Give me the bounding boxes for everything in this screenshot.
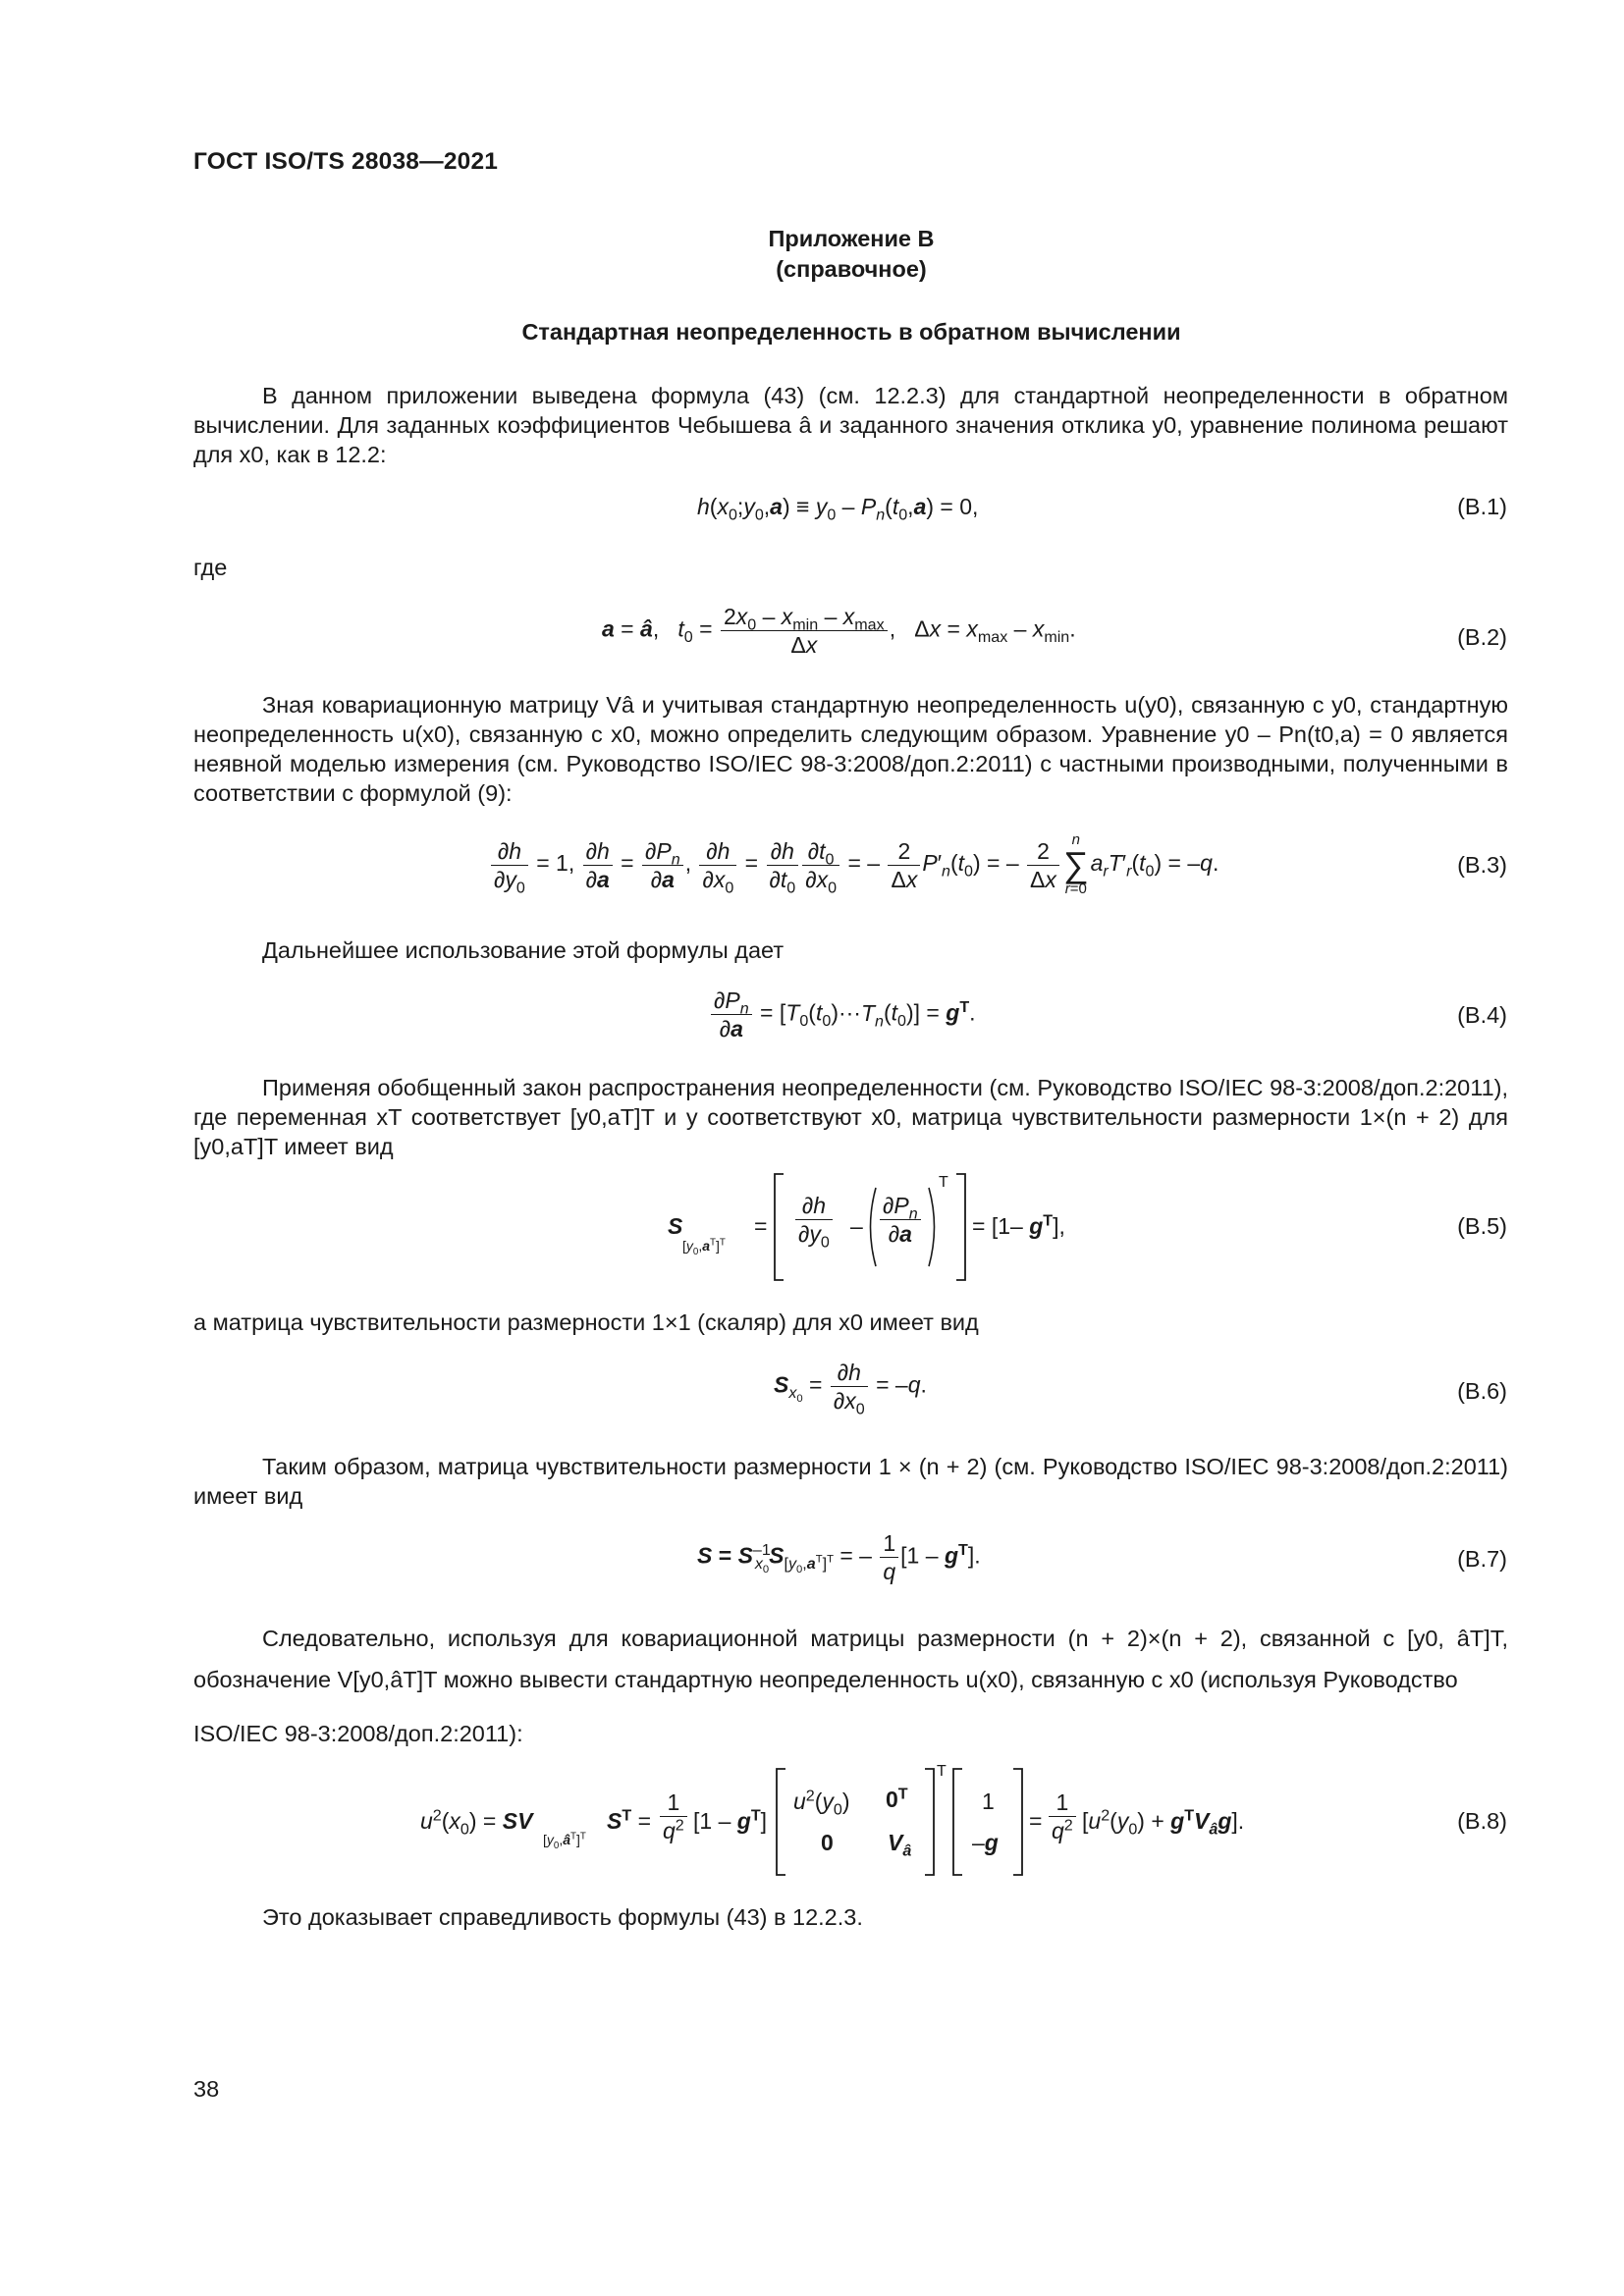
equation-b8: $u^2(x_0)$ = SV $[y_0,â^T]^T$ $S^T$ = $\frac{1}{q^2}$ $[1 - g^T]$ $u^2(y_0)$ $0^T$ 0 $V_â$ T 1 –g = $\frac{1}{q^2}$ $[u^2(y_0) + g^TV_âg]$.	[420, 1767, 1304, 1877]
equation-b3: $\frac{\partial h}{\partial y_0}$ = 1, $\frac{\partial h}{\partial a}$ = $\frac{\partial P_n}{\partial a}$ , $\frac{\partial h}{\partial x_0}$ = $\frac{\partial h}{\partial t_0}$ $\frac{\partial t_0}{\partial x_0}$ = – $\frac{2}{\Delta x}$ $P'_n(t_0)$ = – $\frac{2}{\Delta x}$ n ∑ $r=0a_rT'_r(t_0) = -q$.	[489, 832, 1218, 897]
paragraph-propagation: Применяя обобщенный закон распространения неопределенности (см. Руководство ISO/IEC 98-3:2008/доп.2:2011), где переменная xT соответствует [y0,aT]T и y соответствуют x0, матрица чувствительности размерности 1×(n + 2) для [y0,aT]T имеет вид	[193, 1075, 1508, 1159]
document-page: ГОСТ ISO/TS 28038—2021 Приложение В (справочное) Стандартная неопределенность в обратном вычислении В данном приложении выведена формула (43) (см. 12.2.3) для стандартной неопределенности в обратном вычислении. Для заданных коэффициентов Чебышева â и заданного значения отклика y0, уравнение полинома решают для x0, как в 12.2: $h(x_0;y_0,a) \equiv y_0 - P_n(t_0,a) = 0$, (B.1) где a = â, $t_0$ = $\frac{2x_0 - x_{min} - x_{max}}{\Delta x}$ , $\Delta x = x_{max} - x_{min}$. (B.2) Зная ковариационную матрицу Vâ и учитывая стандартную неопределенность u(y0), связанную с y0, стандартную неопределенность u(x0), связанную с x0, можно определить следующим образом. Уравнение y0 – Pn(t0,a) = 0 является неявной моделью измерения (см. Руководство ISO/IEC 98-3:2008/доп.2:2011) с частными производными, полученными в соответствии с формулой (9): $\frac{\partial h}{\partial y_0}$ = 1, $\frac{\partial h}{\partial a}$ = $\frac{\partial P_n}{\partial a}$ , $\frac{\partial h}{\partial x_0}$ = $\frac{\partial h}{\partial t_0}$ $\frac{\partial t_0}{\partial x_0}$ = – $\frac{2}{\Delta x}$ $P'_n(t_0)$ = – $\frac{2}{\Delta x}$ n ∑ $r=0a_rT'_r(t_0) = -q$. (B.3) Дальнейшее использование этой формулы дает $\frac{\partial P_n}{\partial a}$ = $[T_0(t_0)\cdot\cdot\cdot T_n(t_0)] = g^T$. (B.4) Применяя обобщенный закон распространения неопределенности (см. Руководство ISO/IEC 98-3:2008/доп.2:2011), где переменная xT соответствует [y0,aT]T и y соответствуют x0, матрица чувствительности размерности 1×(n + 2) для [y0,aT]T имеет вид S $[y_0,a^T]^T$ = $\frac{\partial h}{\partial y_0}$ – $\frac{\partial P_n}{\partial a}$ T = [1– $g^T$], (B.5) а матрица чувствительности размерности 1×1 (скаляр) для x0 имеет вид $S_{x_0}$ = $\frac{\partial h}{\partial x_0}$ = –q. (B.6) Таким образом, матрица чувствительности размерности 1 × (n + 2) (см. Руководство ISO/IEC 98-3:2008/доп.2:2011) имеет вид $S = S^{-1}_{x_0}S_{[y_0,a^T]^T}$ = – $\frac{1}{q}$ $[1 - g^T]$. (B.7) Следовательно, используя для ковариационной матрицы размерности (n + 2)×(n + 2), связанной с [y0, âT]T, обозначение V[y0,âT]T можно вывести стандартную неопределенность u(x0), связанную с x0 (используя Руководство ISO/IEC 98-3:2008/доп.2:2011): $u^2(x_0)$ = SV $[y_0,â^T]^T$ $S^T$ = $\frac{1}{q^2}$ $[1 - g^T]$ $u^2(y_0)$ $0^T$ 0 $V_â$ T 1 –g = $\frac{1}{q^2}$ $[u^2(y_0) + g^TV_âg]$. (B.8) Это доказывает справедливость формулы (43) в 12.2.3. 38	[193, 148, 1508, 2102]
paragraph-covariance: Зная ковариационную матрицу Vâ и учитывая стандартную неопределенность u(y0), связанную с y0, стандартную неопределенность u(x0), связанную с x0, можно определить следующим образом. Уравнение y0 – Pn(t0,a) = 0 является неявной моделью измерения (см. Руководство ISO/IEC 98-3:2008/доп.2:2011) с частными производными, полученными в соответствии с формулой (9):	[193, 692, 1508, 806]
paragraph-intro: В данном приложении выведена формула (43) (см. 12.2.3) для стандартной неопределенности в обратном вычислении. Для заданных коэффициентов Чебышева â и заданного значения отклика y0, уравнение полинома решают для x0, как в 12.2:	[193, 383, 1508, 467]
matrix-right-bracket	[921, 1767, 937, 1877]
vector-left-bracket	[950, 1767, 966, 1877]
equation-number-b6: (B.6)	[1457, 1378, 1507, 1404]
paragraph-scalar: а матрица чувствительности размерности 1×1 (скаляр) для x0 имеет вид	[193, 1309, 979, 1335]
paragraph-where: где	[193, 555, 228, 580]
appendix-title: Приложение В	[768, 226, 935, 251]
matrix-left-bracket	[774, 1767, 789, 1877]
right-parenthesis	[927, 1186, 941, 1268]
equation-number-b5: (B.5)	[1457, 1213, 1507, 1239]
appendix-note: (справочное)	[776, 256, 927, 282]
page-number: 38	[193, 2076, 220, 2102]
left-parenthesis	[864, 1186, 878, 1268]
equation-number-b1: (B.1)	[1457, 494, 1507, 519]
equation-b7: $S = S^{-1}_{x_0}S_{[y_0,a^T]^T}$ = – $\frac{1}{q}$ $[1 - g^T]$.	[697, 1530, 981, 1584]
paragraph-therefore-ref: ISO/IEC 98-3:2008/доп.2:2011):	[193, 1721, 523, 1746]
equation-number-b2: (B.2)	[1457, 624, 1507, 650]
right-bracket	[952, 1172, 968, 1282]
equation-number-b4: (B.4)	[1457, 1002, 1507, 1028]
equation-b2: a = â, $t_0$ = $\frac{2x_0 - x_{min} - x_{max}}{\Delta x}$ , $\Delta x = x_{max} - x_{min}$.	[602, 604, 1076, 658]
section-heading: Стандартная неопределенность в обратном вычислении	[521, 319, 1181, 345]
equation-b4: $\frac{\partial P_n}{\partial a}$ = $[T_0(t_0)\cdot\cdot\cdot T_n(t_0)] = g^T$.	[709, 987, 976, 1042]
summation-symbol: n ∑ r=0	[1062, 831, 1089, 897]
vector-right-bracket	[1009, 1767, 1025, 1877]
equation-number-b8: (B.8)	[1457, 1808, 1507, 1834]
equation-b6: $S_{x_0}$ = $\frac{\partial h}{\partial x_0}$ = –q.	[774, 1360, 927, 1418]
document-header: ГОСТ ISO/TS 28038—2021	[193, 148, 499, 175]
equation-b1: $h(x_0;y_0,a) \equiv y_0 - P_n(t_0,a) = 0$,	[697, 494, 979, 524]
paragraph-further: Дальнейшее использование этой формулы дает	[262, 937, 785, 963]
paragraph-conclusion: Это доказывает справедливость формулы (43) в 12.2.3.	[262, 1904, 863, 1930]
paragraph-thus: Таким образом, матрица чувствительности размерности 1 × (n + 2) (см. Руководство ISO/IEC 98-3:2008/доп.2:2011) имеет вид	[193, 1454, 1508, 1509]
equation-number-b3: (B.3)	[1457, 852, 1507, 878]
equation-number-b7: (B.7)	[1457, 1546, 1507, 1572]
left-bracket	[772, 1172, 787, 1282]
paragraph-therefore: Следовательно, используя для ковариационной матрицы размерности (n + 2)×(n + 2), связанной с [y0, âT]T, обозначение V[y0,âT]T можно вывести стандартную неопределенность u(x0), связанную с x0 (используя Руководство	[193, 1626, 1508, 1692]
